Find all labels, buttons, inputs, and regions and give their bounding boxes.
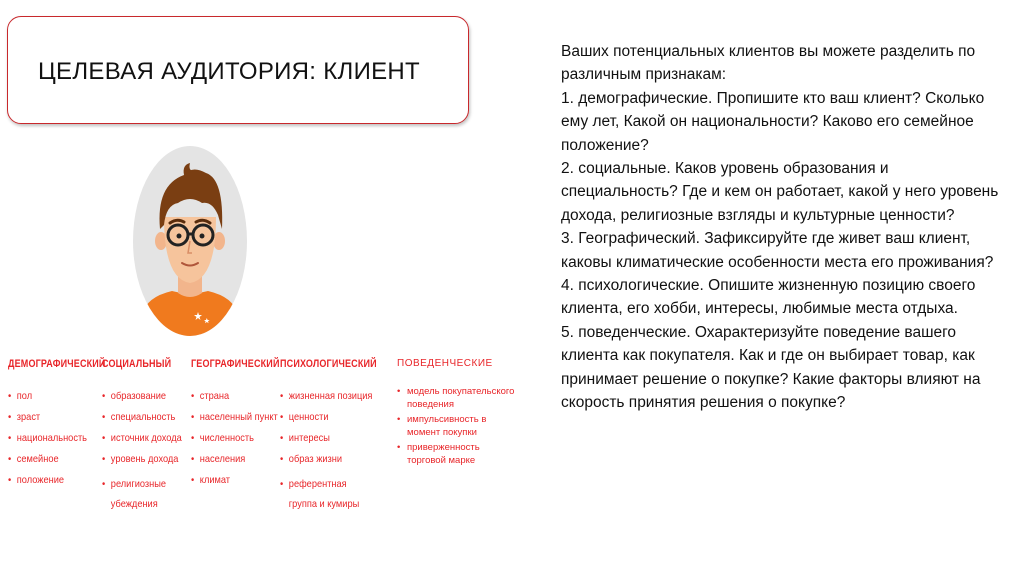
description-intro: Ваших потенциальных клиентов вы можете разделить по различным признакам: <box>561 43 976 84</box>
segment-item: • интересы <box>280 432 384 445</box>
segment-item: • импульсивность в момент покупки <box>397 413 519 439</box>
title-box <box>7 16 469 124</box>
segment-column-behavioral <box>397 358 519 469</box>
segment-item: • населения <box>191 453 286 466</box>
segment-item: • населенный пункт <box>191 411 286 424</box>
segmentation-columns <box>8 358 528 528</box>
segment-column-social <box>102 358 193 522</box>
client-avatar <box>132 145 248 337</box>
segment-item: • образование <box>102 390 182 403</box>
segment-item: • зраст <box>8 411 113 424</box>
segment-item: • уровень дохода <box>102 453 182 466</box>
segment-item: • приверженность торговой марке <box>397 441 519 467</box>
segment-heading: СОЦИАЛЬНЫЙ <box>102 358 172 370</box>
segment-column-psychological <box>280 358 398 522</box>
segment-item: • пол <box>8 390 113 403</box>
segment-item: • модель покупательского поведения <box>397 385 519 411</box>
description-item-social: 2. социальные. Каков уровень образования и специальность? Где и кем он работает, какой у него уровень дохода, религиозные взгляды и культурные ценности? <box>561 160 999 224</box>
client-avatar-icon <box>132 145 248 337</box>
segment-item: • климат <box>191 474 286 487</box>
segment-item: • религиозные убеждения <box>102 474 174 514</box>
segment-item: • положение <box>8 474 113 487</box>
segment-item: • специальность <box>102 411 182 424</box>
description-item-behavioral: 5. поведенческие. Охарактеризуйте поведение вашего клиента как покупателя. Как и где он выбирает товар, как принимает решение о покупке? Какие факторы влияют на скорость принятия решения о покупке? <box>561 323 981 412</box>
segment-item: • численность <box>191 432 286 445</box>
segmentation-description <box>561 40 1001 415</box>
segment-item: • национальность <box>8 432 113 445</box>
segment-item: • жизненная позиция <box>280 390 384 403</box>
description-item-demographic: 1. демографические. Пропишите кто ваш клиент? Сколько ему лет, Какой он национальности? Каково его семейное положение? <box>561 89 985 154</box>
description-item-psychological: 4. психологические. Опишите жизненную позицию своего клиента, его хобби, интересы, любимые места отдыха. <box>561 277 976 318</box>
segment-heading: ГЕОГРАФИЧЕСКИЙ <box>191 358 280 370</box>
segment-heading: ПСИХОЛОГИЧЕСКИЙ <box>280 358 377 370</box>
segment-item: • источник дохода <box>102 432 182 445</box>
segment-heading: ДЕМОГРАФИЧЕСКИЙ <box>8 358 106 370</box>
segment-item: • семейное <box>8 453 113 466</box>
page-title: ЦЕЛЕВАЯ АУДИТОРИЯ: КЛИЕНТ <box>38 58 421 85</box>
segment-item: • образ жизни <box>280 453 384 466</box>
segment-heading: ПОВЕДЕНЧЕСКИЕ <box>397 358 493 369</box>
segment-item: • референтная группа и кумиры <box>280 474 370 514</box>
description-item-geographic: 3. Географический. Зафиксируйте где живет ваш клиент, каковы климатические особенности места его проживания? <box>561 230 994 271</box>
segment-item: • страна <box>191 390 286 403</box>
segment-item: • ценности <box>280 411 384 424</box>
